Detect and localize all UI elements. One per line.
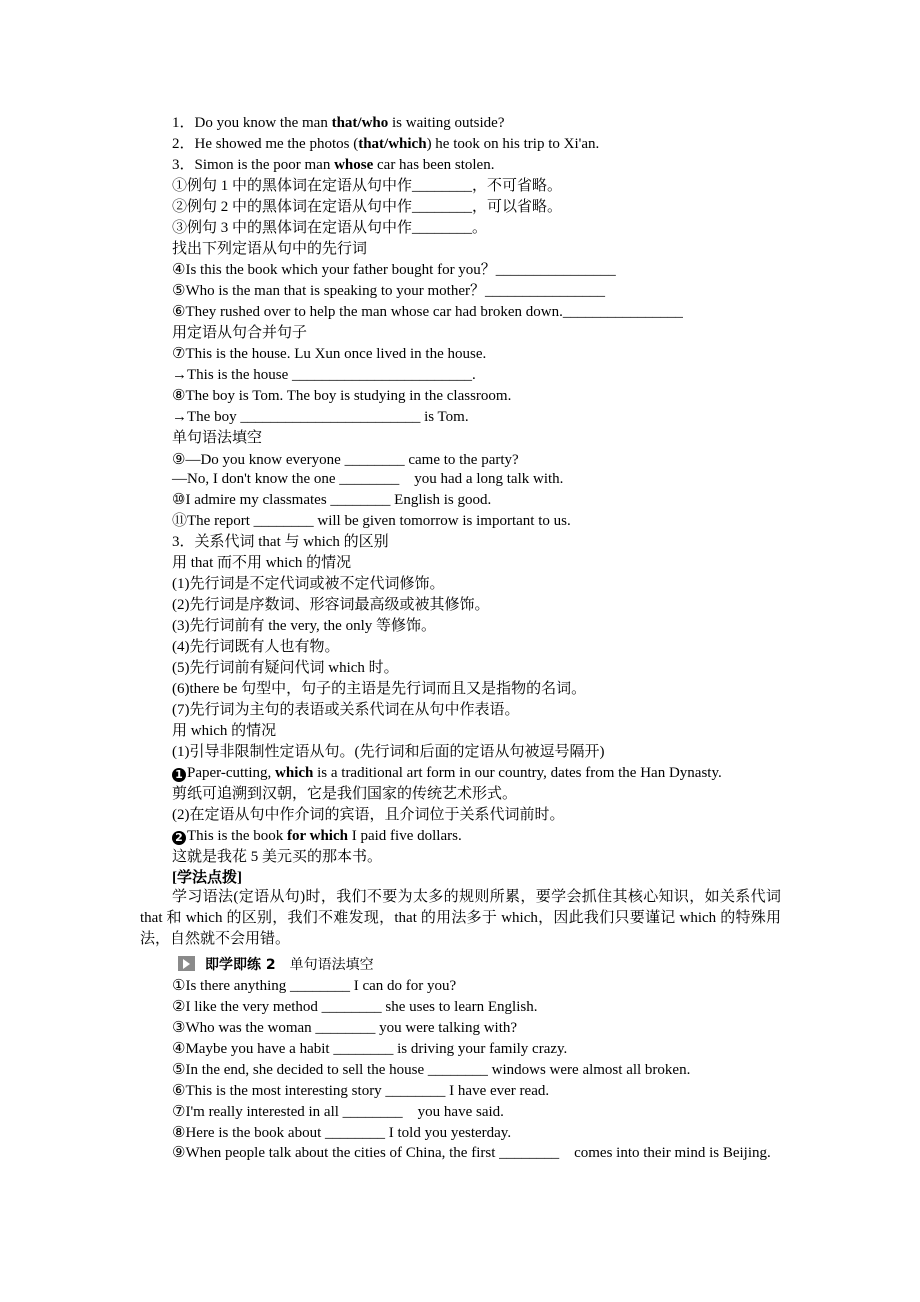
question-1: ①例句 1 中的黑体词在定语从句中作________，不可省略。 — [172, 178, 563, 194]
combine-item: →The boy ________________________ is Tom. — [172, 409, 469, 425]
which-example-2-cn: 这就是我花 5 美元买的那本书。 — [172, 849, 383, 865]
section-3-heading: 3．关系代词 that 与 which 的区别 — [172, 534, 389, 550]
practice-item: ④Maybe you have a habit ________ is driving your family crazy. — [172, 1041, 568, 1057]
combine-item: ⑦This is the house. Lu Xun once lived in the house. — [172, 346, 487, 362]
arrow-icon — [178, 956, 195, 971]
fill-item: —No, I don't know the one ________ you had a long talk with. — [172, 471, 564, 487]
fill-item: ⑩I admire my classmates ________ English is good. — [172, 492, 492, 508]
question-2: ②例句 2 中的黑体词在定语从句中作________，可以省略。 — [172, 199, 563, 215]
that-rule: (4)先行词既有人也有物。 — [172, 639, 340, 655]
that-heading: 用 that 而不用 which 的情况 — [172, 555, 352, 571]
practice-item: ③Who was the woman ________ you were talking with? — [172, 1020, 518, 1036]
which-example-1-cn: 剪纸可追溯到汉朝，它是我们国家的传统艺术形式。 — [172, 786, 518, 802]
find-item: ④Is this the book which your father bought for you？________________ — [172, 262, 616, 278]
practice-item: ①Is there anything ________ I can do for you? — [172, 978, 457, 994]
practice-item-last: ⑨When people talk about the cities of China, the first ________ comes into their mind is Beijing. — [172, 1145, 771, 1161]
number-bullet-icon: 2 — [172, 831, 186, 845]
find-heading: 找出下列定语从句中的先行词 — [172, 241, 368, 257]
example-3: 3．Simon is the poor man whose car has been stolen. — [172, 157, 495, 173]
practice-item: ⑥This is the most interesting story ________ I have ever read. — [172, 1083, 550, 1099]
practice-item: ⑤In the end, she decided to sell the house ________ windows were almost all broken. — [172, 1062, 691, 1078]
number-bullet-icon: 1 — [172, 768, 186, 782]
which-rule: (1)引导非限制性定语从句。(先行词和后面的定语从句被逗号隔开) — [172, 744, 605, 760]
tip-heading: [学法点拨] — [172, 870, 242, 886]
example-2: 2．He showed me the photos (that/which) he took on his trip to Xi'an. — [172, 136, 600, 152]
tip-paragraph: 学习语法(定语从句)时，我们不要为太多的规则所累，要学会抓住其核心知识，如关系代词 that 和 which 的区别，我们不难发现，that 的用法多于 which，因此我们只要谨记 which 的特殊用法，自然就不会用错。 — [140, 889, 781, 947]
that-rule: (5)先行词前有疑问代词 which 时。 — [172, 660, 399, 676]
which-rule: (2)在定语从句中作介词的宾语，且介词位于关系代词前时。 — [172, 807, 565, 823]
that-rule: (6)there be 句型中，句子的主语是先行词而且又是指物的名词。 — [172, 681, 587, 697]
question-3: ③例句 3 中的黑体词在定语从句中作________。 — [172, 220, 488, 236]
that-rule: (2)先行词是序数词、形容词最高级或被其修饰。 — [172, 597, 490, 613]
combine-heading: 用定语从句合并句子 — [172, 325, 308, 341]
which-example-1: 1 Paper-cutting, which is a traditional art form in our country, dates from the Han Dynasty. — [172, 764, 722, 782]
practice-item: ⑦I'm really interested in all ________ you have said. — [172, 1104, 504, 1120]
fill-item: ⑪The report ________ will be given tomorrow is important to us. — [172, 513, 571, 529]
which-example-2: 2 This is the book for which I paid five dollars. — [172, 827, 462, 845]
fill-item: ⑨—Do you know everyone ________ came to the party? — [172, 452, 519, 468]
find-item: ⑥They rushed over to help the man whose car had broken down.________________ — [172, 304, 683, 320]
combine-item: ⑧The boy is Tom. The boy is studying in the classroom. — [172, 388, 512, 404]
combine-item: →This is the house ________________________. — [172, 367, 476, 383]
practice-item: ⑧Here is the book about ________ I told you yesterday. — [172, 1125, 512, 1141]
example-1: 1．Do you know the man that/who is waiting outside? — [172, 115, 505, 131]
that-rule: (7)先行词为主句的表语或关系代词在从句中作表语。 — [172, 702, 520, 718]
fill-heading: 单句语法填空 — [172, 430, 263, 446]
which-heading: 用 which 的情况 — [172, 723, 277, 739]
that-rule: (1)先行词是不定代词或被不定代词修饰。 — [172, 576, 445, 592]
practice-item: ②I like the very method ________ she uses to learn English. — [172, 999, 538, 1015]
find-item: ⑤Who is the man that is speaking to your mother？________________ — [172, 283, 605, 299]
that-rule: (3)先行词前有 the very, the only 等修饰。 — [172, 618, 436, 634]
practice-heading: 即学即练 2 单句语法填空 — [178, 956, 374, 974]
